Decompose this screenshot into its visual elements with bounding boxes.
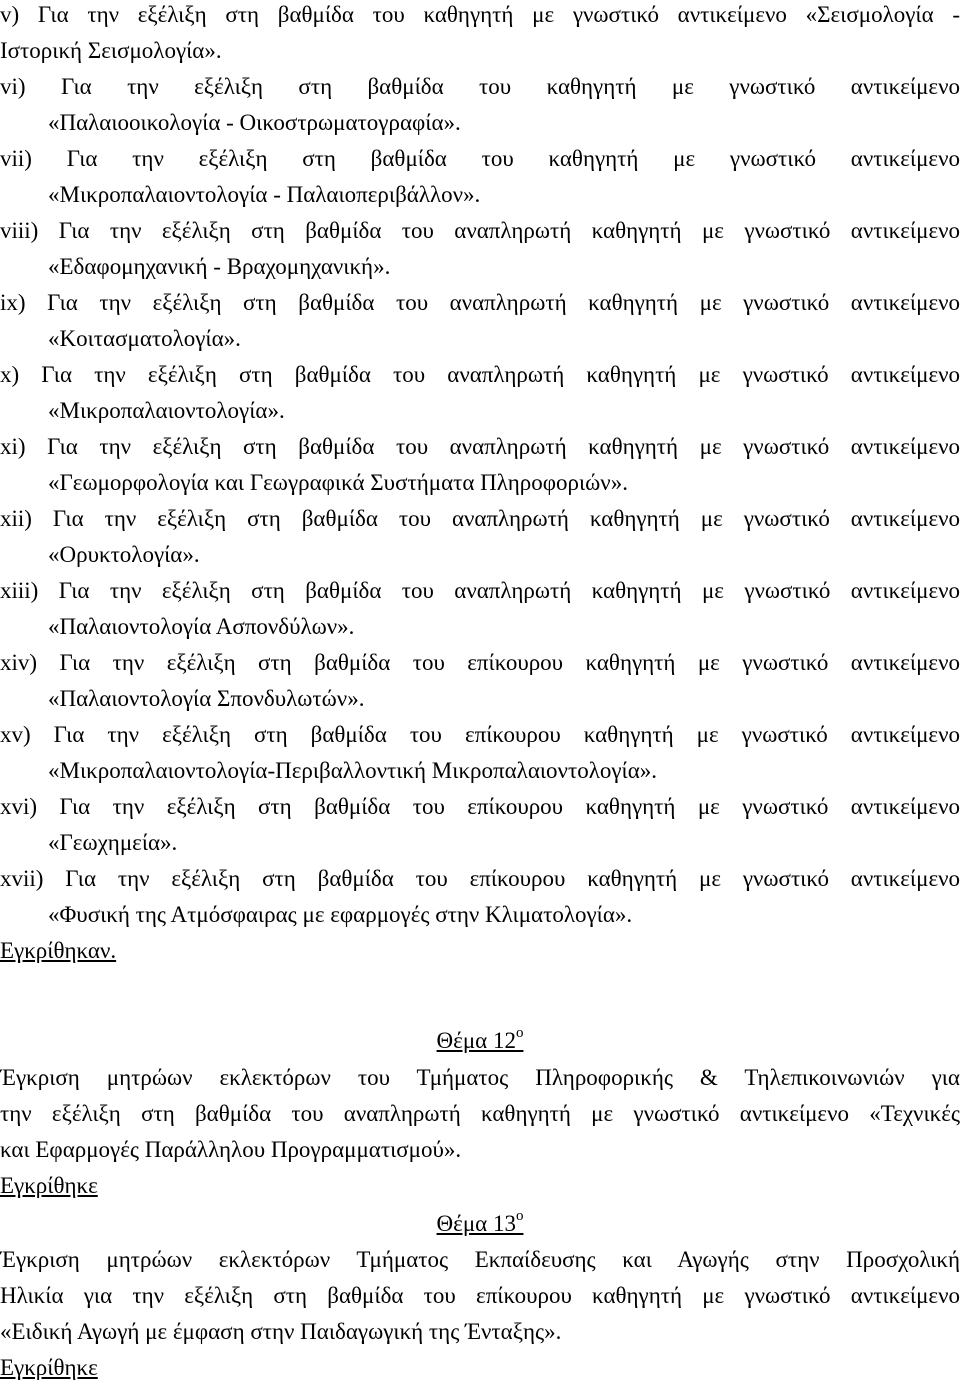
item-number: xiii) (0, 578, 39, 603)
item-number: xvi) (0, 794, 38, 819)
item-text: Για την εξέλιξη στη βαθμίδα του αναπληρωτή καθηγητή με γνωστικό αντικείμενο (58, 578, 960, 603)
item-number: xii) (0, 506, 32, 531)
list-item-first-line (0, 0, 960, 30)
list-item-continuation: «Μικροπαλαιοντολογία». (48, 398, 285, 423)
list-item-continuation: «Μικροπαλαιοντολογία-Περιβαλλοντική Μικροπαλαιοντολογία». (48, 758, 658, 783)
list-item-first-line (0, 72, 960, 102)
item-text: Για την εξέλιξη στη βαθμίδα του αναπληρωτή καθηγητή με γνωστικό αντικείμενο (41, 362, 960, 387)
item-number: vi) (0, 74, 26, 99)
topic-12-heading (0, 1026, 960, 1056)
ordinal-suffix: ο (515, 1208, 524, 1225)
item-number: xiv) (0, 650, 38, 675)
item-text: Για την εξέλιξη στη βαθμίδα του καθηγητή με γνωστικό αντικείμενο (66, 146, 960, 171)
topic-12-text-line: και Εφαρμογές Παράλληλου Προγραμματισμού». (0, 1137, 462, 1162)
topic-12-approval (0, 1171, 960, 1201)
item-number: vii) (0, 146, 32, 171)
list-item-continuation: «Παλαιοντολογία Ασπονδύλων». (48, 614, 355, 639)
list-item-continuation: «Παλαιοοικολογία - Οικοστρωματογραφία». (48, 110, 461, 135)
list-item-continuation: «Μικροπαλαιοντολογία - Παλαιοπεριβάλλον». (48, 182, 481, 207)
approved-plural-label: Εγκρίθηκαν. (0, 938, 117, 963)
list-item-first-line (0, 360, 960, 390)
topic-13-text-line: Έγκριση μητρώων εκλεκτόρων Τμήματος Εκπαίδευσης και Αγωγής στην Προσχολική (0, 1247, 960, 1272)
item-text: Για την εξέλιξη στη βαθμίδα του αναπληρωτή καθηγητή με γνωστικό αντικείμενο (47, 290, 960, 315)
item-text: Για την εξέλιξη στη βαθμίδα του επίκουρου καθηγητή με γνωστικό αντικείμενο (59, 650, 960, 675)
topic-13-heading (0, 1209, 960, 1239)
list-item-continuation: «Φυσική της Ατμόσφαιρας με εφαρμογές στην Κλιματολογία». (48, 902, 633, 927)
item-text: Για την εξέλιξη στη βαθμίδα του αναπληρωτή καθηγητή με γνωστικό αντικείμενο (47, 434, 960, 459)
list-item-first-line (0, 432, 960, 462)
list-item-first-line (0, 648, 960, 678)
item-number: viii) (0, 218, 39, 243)
topic-12-title: Θέμα $12^o$ (436, 1025, 524, 1053)
topic-12-text-line: Έγκριση μητρώων εκλεκτόρων του Τμήματος Πληροφορικής & Τηλεπικοινωνιών για (0, 1065, 960, 1090)
topic-13-text-line: «Ειδική Αγωγή με έμφαση στην Παιδαγωγική της Ένταξης». (0, 1319, 562, 1344)
list-item-first-line (0, 216, 960, 246)
list-item-continuation: «Κοιτασματολογία». (48, 326, 241, 351)
list-item-first-line (0, 144, 960, 174)
item-text: Για την εξέλιξη στη βαθμίδα του επίκουρου καθηγητή με γνωστικό αντικείμενο (65, 866, 960, 891)
list-item-continuation: «Γεωμορφολογία και Γεωγραφικά Συστήματα Πληροφοριών». (48, 470, 628, 495)
list-item-first-line (0, 864, 960, 894)
item-number: xvii) (0, 866, 44, 891)
list-item-continuation: «Γεωχημεία». (48, 830, 178, 855)
item-number: ix) (0, 290, 26, 315)
list-item-continuation: «Παλαιοντολογία Σπονδυλωτών». (48, 686, 365, 711)
list-item-first-line (0, 720, 960, 750)
item-number: x) (0, 362, 20, 387)
topic-13-text-line: Ηλικία για την εξέλιξη στη βαθμίδα του επίκουρου καθηγητή με γνωστικό αντικείμενο (0, 1283, 960, 1308)
list-item-continuation: Ιστορική Σεισμολογία». (0, 38, 222, 63)
list-item-first-line (0, 288, 960, 318)
list-item-first-line (0, 792, 960, 822)
topic-13-title: Θέμα $13^o$ (436, 1208, 524, 1236)
topic-13-approval (0, 1353, 960, 1383)
item-number: xi) (0, 434, 26, 459)
list-item-first-line (0, 576, 960, 606)
item-text: Για την εξέλιξη στη βαθμίδα του επίκουρου καθηγητή με γνωστικό αντικείμενο (53, 722, 960, 747)
approved-label: Εγκρίθηκε (0, 1173, 98, 1198)
ordinal-suffix: ο (515, 1025, 524, 1042)
list-item-continuation: «Ορυκτολογία». (48, 542, 200, 567)
item-text: Για την εξέλιξη στη βαθμίδα του επίκουρου καθηγητή με γνωστικό αντικείμενο (59, 794, 960, 819)
item-text: Για την εξέλιξη στη βαθμίδα του καθηγητή με γνωστικό αντικείμενο «Σεισμολογία - (37, 2, 960, 27)
item-number: xv) (0, 722, 31, 747)
list-item-first-line (0, 504, 960, 534)
topic-12-text-line: την εξέλιξη στη βαθμίδα του αναπληρωτή καθηγητή με γνωστικό αντικείμενο «Τεχνικές (0, 1101, 960, 1126)
item-text: Για την εξέλιξη στη βαθμίδα του αναπληρωτή καθηγητή με γνωστικό αντικείμενο (52, 506, 960, 531)
approval-note (0, 936, 960, 966)
item-number: v) (0, 2, 20, 27)
item-text: Για την εξέλιξη στη βαθμίδα του καθηγητή με γνωστικό αντικείμενο (60, 74, 960, 99)
list-item-continuation: «Εδαφομηχανική - Βραχομηχανική». (48, 254, 391, 279)
item-text: Για την εξέλιξη στη βαθμίδα του αναπληρωτή καθηγητή με γνωστικό αντικείμενο (58, 218, 960, 243)
approved-label: Εγκρίθηκε (0, 1355, 98, 1380)
